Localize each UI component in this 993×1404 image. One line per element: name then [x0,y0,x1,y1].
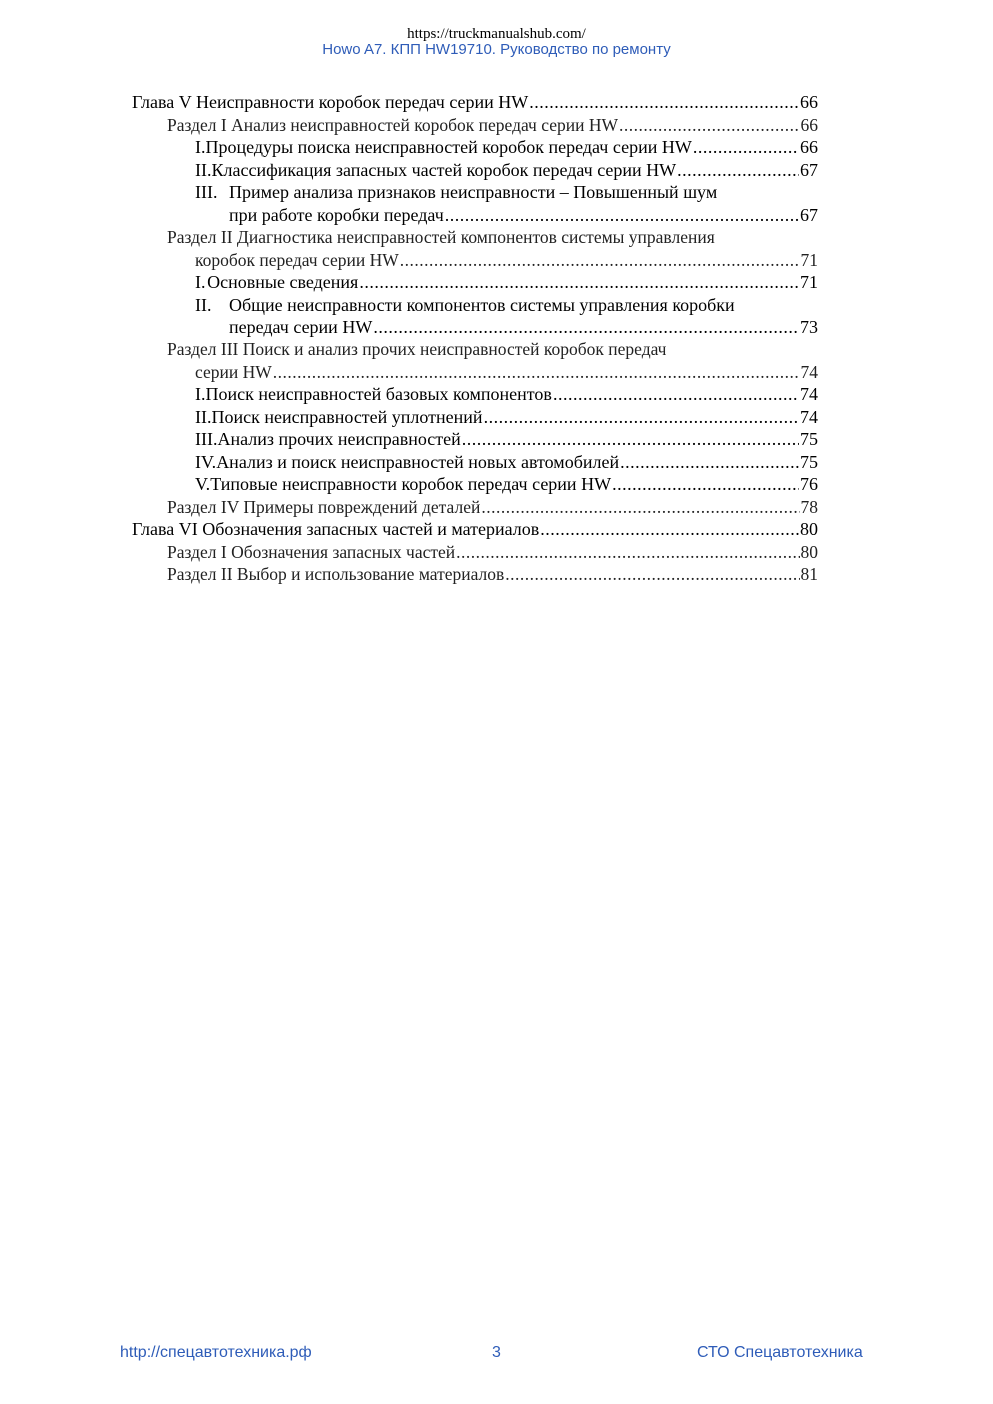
toc-item-5-2-2[interactable] [195,294,818,316]
toc-item-5-3-1[interactable] [195,383,818,405]
toc-page-number: 76 [800,474,818,494]
toc-leader-dots [620,451,799,473]
toc-item-number: IV. [195,452,217,472]
toc-page-number: 67 [800,205,818,225]
toc-page-number: 75 [800,452,818,472]
toc-entry-text: серии HW [195,362,272,382]
toc-item-number: II. [195,160,212,180]
toc-page-number: 80 [800,519,818,539]
toc-item-number: III. [195,182,218,202]
toc-section-5-1[interactable] [167,114,818,136]
toc-leader-dots [373,316,799,338]
toc-entry-text: Глава V Неисправности коробок передач серии HW [132,92,529,112]
toc-leader-dots [529,91,799,113]
toc-section-5-3[interactable] [167,338,818,360]
toc-leader-dots [619,114,800,136]
toc-page-number: 66 [800,92,818,112]
toc-page-number: 78 [800,497,818,517]
toc-page-number: 66 [800,137,818,157]
toc-page-number: 74 [800,362,818,382]
toc-item-number: II. [195,295,212,315]
toc-entry-text: Раздел II Выбор и использование материалов [167,564,505,584]
toc-leader-dots [693,136,799,158]
toc-leader-dots [445,204,799,226]
toc-entry-text: Анализ прочих неисправностей [217,429,461,449]
toc-leader-dots [540,518,799,540]
toc-section-5-3-cont[interactable] [195,361,818,383]
toc-page-number: 66 [800,115,818,135]
toc-leader-dots [612,473,799,495]
toc-leader-dots [553,383,799,405]
header-url[interactable]: https://truckmanualshub.com/ [407,26,586,42]
toc-item-5-1-3[interactable] [195,181,818,203]
toc-page-number: 67 [800,160,818,180]
toc-leader-dots [481,496,799,518]
toc-chapter-6[interactable] [132,518,818,540]
toc-section-5-2[interactable] [167,226,818,248]
toc-entry-text: при работе коробки передач [229,205,444,225]
toc-item-5-1-1[interactable] [195,136,818,158]
toc-page-number: 73 [800,317,818,337]
toc-entry-text: Раздел IV Примеры повреждений деталей [167,497,481,517]
toc-entry-text: Типовые неисправности коробок передач серии HW [210,474,612,494]
toc-item-number: I. [195,384,206,404]
toc-leader-dots [359,271,799,293]
toc-entry-text: Раздел I Обозначения запасных частей [167,542,456,562]
toc-leader-dots [677,159,799,181]
toc-item-number: V. [195,474,211,494]
toc-item-5-3-4[interactable] [195,451,818,473]
toc-item-5-2-2-cont[interactable] [229,316,818,338]
toc-item-5-3-2[interactable] [195,406,818,428]
toc-entry-text: Раздел I Анализ неисправностей коробок передач серии HW [167,115,618,135]
toc-page-number: 81 [800,564,818,584]
toc-section-6-1[interactable] [167,541,818,563]
toc-item-number: II. [195,407,212,427]
toc-chapter-5[interactable] [132,91,818,113]
toc-item-5-1-3-cont[interactable] [229,204,818,226]
toc-entry-text: Анализ и поиск неисправностей новых автомобилей [216,452,620,472]
toc-entry-text: передач серии HW [229,317,373,337]
toc-section-5-2-cont[interactable] [195,249,818,271]
footer-company-name: СТО Спецавтотехника [697,1344,863,1361]
toc-entry-text: Процедуры поиска неисправностей коробок передач серии HW [205,137,692,157]
toc-item-5-2-1[interactable] [195,271,818,293]
toc-leader-dots [400,249,800,271]
footer-website-link[interactable]: http://спецавтотехника.рф [120,1344,312,1361]
toc-item-number: III. [195,429,218,449]
toc-entry-text: Поиск неисправностей базовых компонентов [205,384,552,404]
toc-leader-dots [456,541,799,563]
toc-entry-text: Основные сведения [207,272,359,292]
toc-item-number: I. [195,137,206,157]
toc-entry-text: Раздел II Диагностика неисправностей компонентов системы управления [167,227,715,247]
toc-page-number: 80 [800,542,818,562]
toc-entry-text: Общие неисправности компонентов системы управления коробки [229,295,735,315]
toc-item-5-3-3[interactable] [195,428,818,450]
header-title: Howo A7. КПП HW19710. Руководство по ремонту [322,41,671,58]
toc-section-5-4[interactable] [167,496,818,518]
toc-entry-text: Раздел III Поиск и анализ прочих неисправностей коробок передач [167,339,667,359]
toc-entry-text: Пример анализа признаков неисправности – Повышенный шум [229,182,718,202]
toc-page-number: 71 [800,272,818,292]
toc-page-number: 74 [800,384,818,404]
toc-entry-text: Поиск неисправностей уплотнений [211,407,483,427]
toc-item-number: I. [195,272,206,292]
toc-entry-text: Классификация запасных частей коробок передач серии HW [211,160,677,180]
toc-item-5-3-5[interactable] [195,473,818,495]
toc-entry-text: коробок передач серии HW [195,250,399,270]
toc-leader-dots [505,563,799,585]
toc-item-5-1-2[interactable] [195,159,818,181]
footer-page-number: 3 [492,1344,501,1361]
toc-section-6-2[interactable] [167,563,818,585]
toc-page-number: 74 [800,407,818,427]
toc-leader-dots [484,406,799,428]
toc-leader-dots [462,428,799,450]
toc-leader-dots [273,361,800,383]
toc-entry-text: Глава VI Обозначения запасных частей и материалов [132,519,540,539]
toc-page-number: 75 [800,429,818,449]
toc-page-number: 71 [800,250,818,270]
